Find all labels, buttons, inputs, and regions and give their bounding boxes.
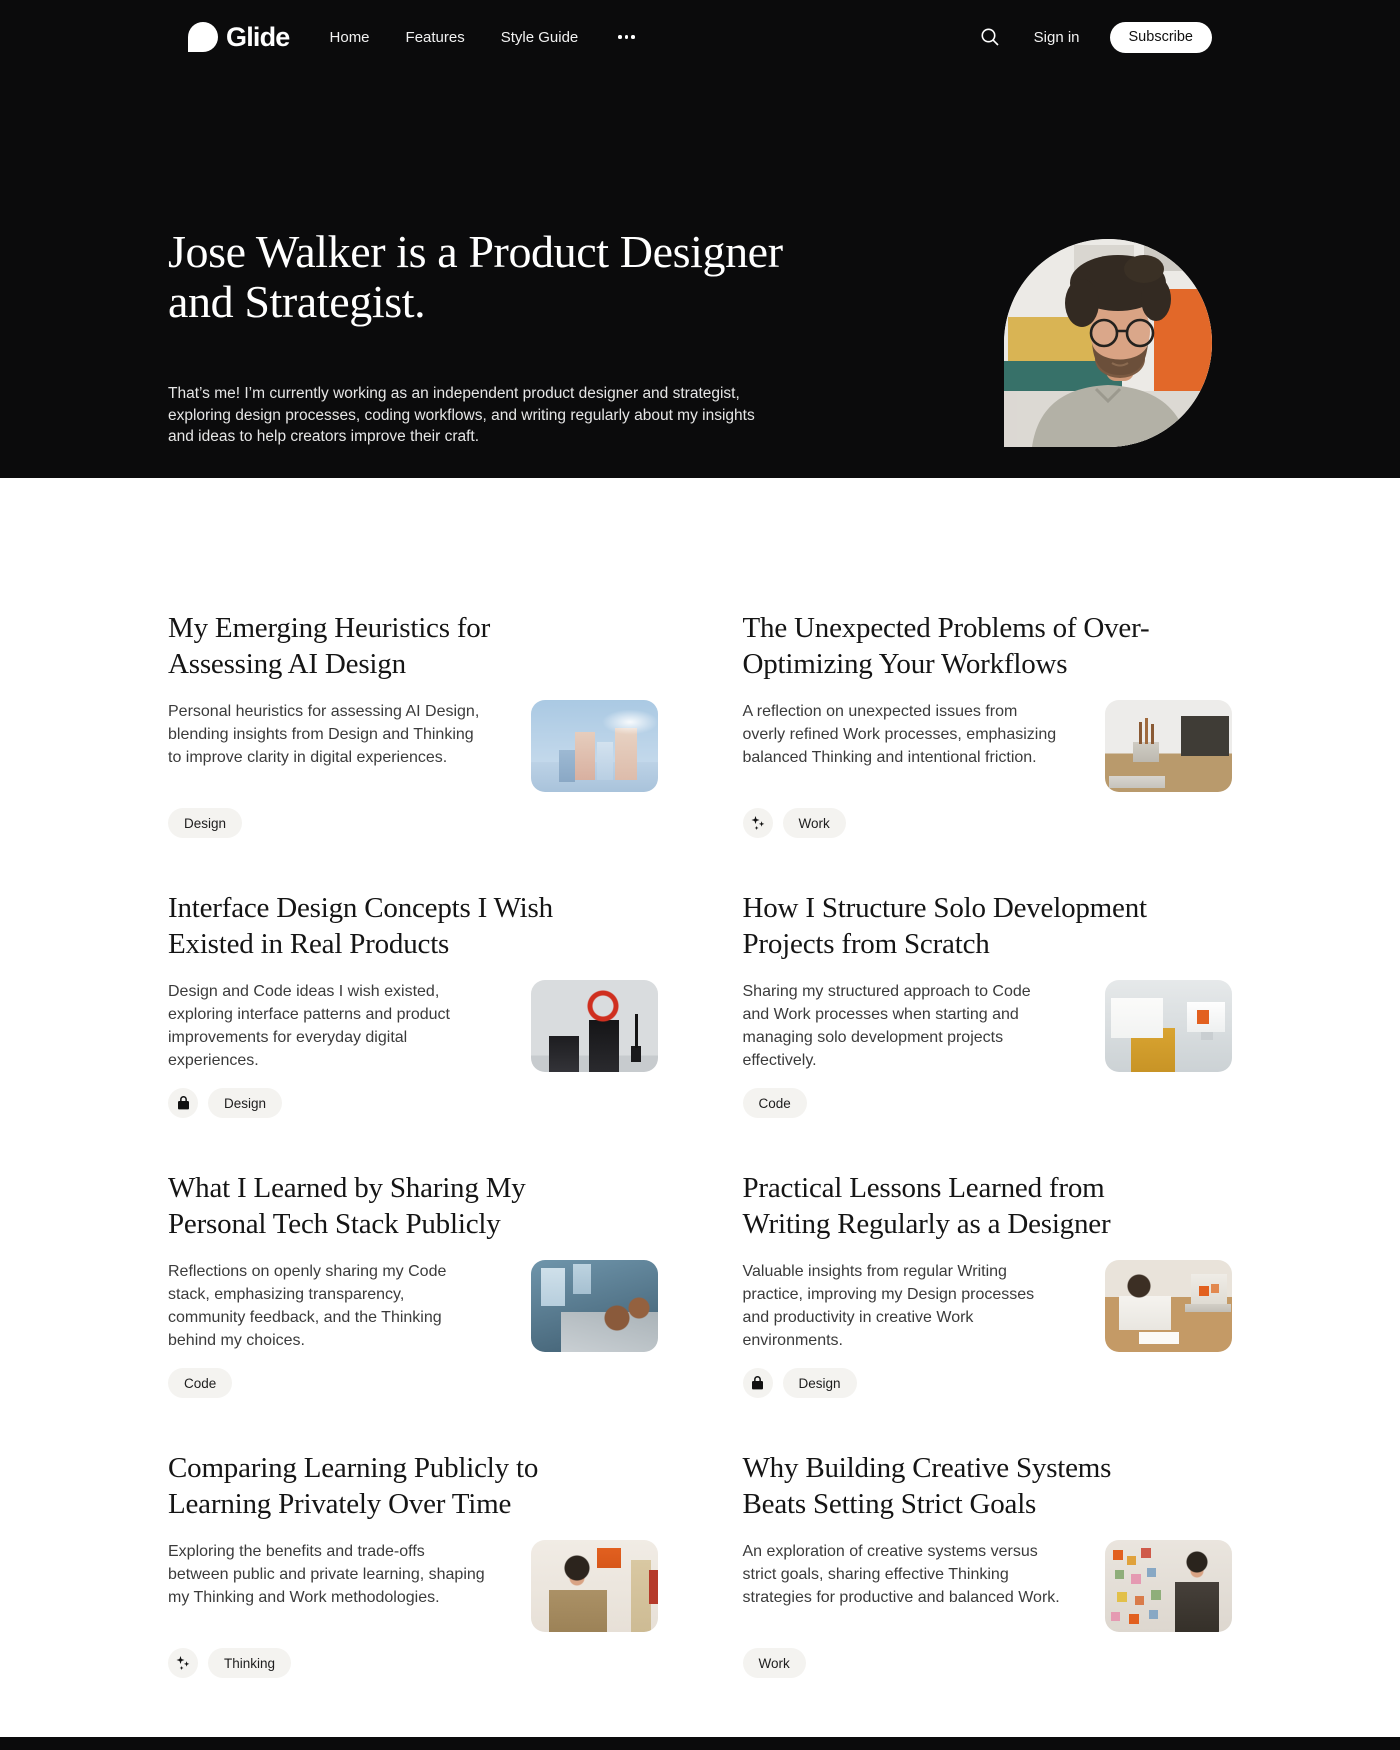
post-tags bbox=[743, 1648, 1233, 1678]
hero-title: Jose Walker is a Product Designer and Strategist. bbox=[168, 226, 783, 327]
post-card[interactable] bbox=[168, 610, 658, 838]
post-tags bbox=[743, 1088, 1233, 1118]
tag-code[interactable]: Code bbox=[168, 1368, 232, 1398]
post-tags bbox=[168, 1368, 658, 1398]
tag-design[interactable]: Design bbox=[783, 1368, 857, 1398]
post-title[interactable]: What I Learned by Sharing My Personal Tech Stack Publicly bbox=[168, 1172, 526, 1240]
post-tags bbox=[168, 808, 658, 838]
tag-code[interactable]: Code bbox=[743, 1088, 807, 1118]
post-card[interactable] bbox=[743, 610, 1233, 838]
subscribe-button[interactable]: Subscribe bbox=[1110, 22, 1212, 53]
tag-thinking[interactable]: Thinking bbox=[208, 1648, 291, 1678]
post-card[interactable] bbox=[743, 890, 1233, 1118]
post-description: Design and Code ideas I wish existed, exploring interface patterns and product improvements for everyday digital experiences. bbox=[168, 983, 450, 1069]
sparkles-icon bbox=[743, 808, 773, 838]
post-description: An exploration of creative systems versus strict goals, sharing effective Thinking strategies for productive and balanced Work. bbox=[742, 1543, 1060, 1606]
footer-bar bbox=[0, 1737, 1400, 1750]
post-title[interactable]: The Unexpected Problems of Over-Optimizing Your Workflows bbox=[742, 612, 1150, 680]
site-header bbox=[168, 0, 1232, 74]
post-tags bbox=[168, 1088, 658, 1118]
tag-work[interactable]: Work bbox=[743, 1648, 806, 1678]
post-description: Reflections on openly sharing my Code stack, emphasizing transparency, community feedback, and the Thinking behind my choices. bbox=[168, 1263, 447, 1349]
post-tags bbox=[168, 1648, 658, 1678]
post-title[interactable]: Comparing Learning Publicly to Learning Privately Over Time bbox=[168, 1452, 539, 1520]
tag-work[interactable]: Work bbox=[783, 808, 846, 838]
lock-icon bbox=[168, 1088, 198, 1118]
post-description: Exploring the benefits and trade-offs between public and private learning, shaping my Thinking and Work methodologies. bbox=[168, 1543, 485, 1606]
hero-description: That’s me! I’m currently working as an independent product designer and strategist, exploring design processes, coding workflows, and writing regularly about my insights and ideas to help creators improve their craft. bbox=[168, 385, 755, 445]
post-title[interactable]: Interface Design Concepts I Wish Existed in Real Products bbox=[168, 892, 553, 960]
post-thumbnail[interactable] bbox=[531, 1540, 658, 1632]
post-tags bbox=[743, 1368, 1233, 1398]
main-nav bbox=[330, 29, 579, 46]
logo-text: Glide bbox=[226, 21, 290, 52]
post-thumbnail[interactable] bbox=[531, 1260, 658, 1352]
post-thumbnail[interactable] bbox=[1105, 980, 1232, 1072]
post-thumbnail[interactable] bbox=[531, 700, 658, 792]
logo-blob-icon bbox=[188, 22, 218, 52]
post-title[interactable]: My Emerging Heuristics for Assessing AI Design bbox=[168, 612, 491, 680]
more-menu-icon[interactable] bbox=[612, 29, 641, 45]
posts-section bbox=[0, 478, 1400, 1678]
post-tags bbox=[743, 808, 1233, 838]
hero-text-block bbox=[168, 227, 808, 448]
post-card[interactable] bbox=[168, 1450, 658, 1678]
post-thumbnail[interactable] bbox=[1105, 700, 1232, 792]
post-card[interactable] bbox=[168, 890, 658, 1118]
hero-section bbox=[0, 0, 1400, 478]
sparkles-icon bbox=[168, 1648, 198, 1678]
site-logo[interactable] bbox=[188, 22, 290, 53]
nav-link-home[interactable]: Home bbox=[329, 28, 370, 46]
post-title[interactable]: Practical Lessons Learned from Writing Regularly as a Designer bbox=[742, 1172, 1111, 1240]
post-title[interactable]: How I Structure Solo Development Projects from Scratch bbox=[742, 892, 1147, 960]
post-description: Valuable insights from regular Writing practice, improving my Design processes and productivity in creative Work environments. bbox=[742, 1263, 1035, 1349]
post-card[interactable] bbox=[743, 1450, 1233, 1678]
sign-in-link[interactable]: Sign in bbox=[1033, 28, 1080, 46]
posts-grid bbox=[168, 610, 1232, 1678]
post-thumbnail[interactable] bbox=[531, 980, 658, 1072]
post-description: Sharing my structured approach to Code and Work processes when starting and managing solo development projects effectively. bbox=[742, 983, 1031, 1069]
post-thumbnail[interactable] bbox=[1105, 1540, 1232, 1632]
nav-link-features[interactable]: Features bbox=[405, 28, 465, 46]
post-title[interactable]: Why Building Creative Systems Beats Setting Strict Goals bbox=[742, 1452, 1112, 1520]
nav-link-style-guide[interactable]: Style Guide bbox=[500, 28, 579, 46]
post-description: A reflection on unexpected issues from overly refined Work processes, emphasizing balanced Thinking and intentional friction. bbox=[742, 703, 1057, 766]
tag-design[interactable]: Design bbox=[208, 1088, 282, 1118]
post-card[interactable] bbox=[168, 1170, 658, 1398]
post-description: Personal heuristics for assessing AI Design, blending insights from Design and Thinking to improve clarity in digital experiences. bbox=[168, 703, 480, 766]
post-thumbnail[interactable] bbox=[1105, 1260, 1232, 1352]
search-icon[interactable] bbox=[976, 23, 1004, 51]
tag-design[interactable]: Design bbox=[168, 808, 242, 838]
profile-photo bbox=[1004, 239, 1212, 447]
lock-icon bbox=[743, 1368, 773, 1398]
post-card[interactable] bbox=[743, 1170, 1233, 1398]
